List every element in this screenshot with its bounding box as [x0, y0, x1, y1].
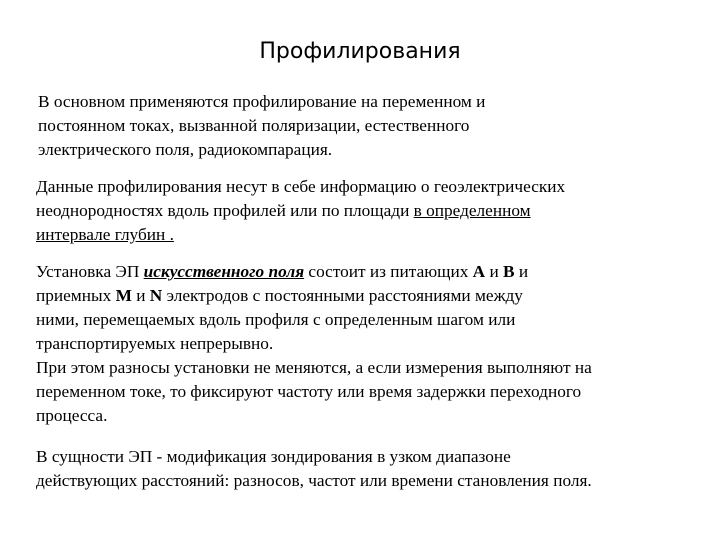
text-line: При этом разносы установки не меняются, а если измерения выполняют на [36, 358, 592, 377]
underlined-text: в определенном [413, 201, 531, 220]
text-line [36, 199, 565, 223]
text-run: и [514, 262, 529, 281]
electrode-label-b: В [503, 262, 515, 281]
text-line: В основном применяются профилирование на переменном и [38, 92, 486, 111]
electrode-label-m: M [115, 286, 132, 305]
text-line: В сущности ЭП - модификация зондирования в узком диапазоне [36, 447, 511, 466]
text-run: неоднородностях вдоль профилей или по площади [36, 201, 414, 220]
slide-title: Профилирования [259, 39, 461, 64]
text-line: процесса. [36, 406, 108, 425]
emphasized-text: искусственного поля [143, 262, 305, 281]
text-run: состоит из питающих [304, 262, 473, 281]
text-line: Данные профилирования несут в себе информацию о геоэлектрических [36, 177, 566, 196]
paragraph-profiling-data [36, 175, 565, 247]
text-run: и [485, 262, 504, 281]
text-line: действующих расстояний: разносов, частот или времени становления поля. [36, 471, 592, 490]
paragraph-ep-setup [36, 260, 592, 428]
text-line [36, 260, 592, 284]
paragraph-ep-essence [36, 445, 592, 493]
text-run: и [131, 286, 150, 305]
text-line: постоянном токах, вызванной поляризации, естественного [38, 116, 470, 135]
text-line [36, 284, 592, 308]
underlined-text: интервале глубин . [36, 225, 174, 244]
text-line: ними, перемещаемых вдоль профиля с определенным шагом или [36, 310, 516, 329]
text-line [36, 223, 565, 247]
electrode-label-a: А [472, 262, 486, 281]
text-line: электрического поля, радиокомпарация. [38, 140, 333, 159]
text-line: переменном токе, то фиксируют частоту или время задержки переходного [36, 382, 582, 401]
text-line: транспортируемых непрерывно. [36, 334, 274, 353]
text-run: приемных [36, 286, 116, 305]
text-run: электродов с постоянными расстояниями между [162, 286, 523, 305]
text-run: Установка ЭП [36, 262, 144, 281]
paragraph-profiling-types [38, 90, 485, 162]
electrode-label-n: N [149, 286, 163, 305]
